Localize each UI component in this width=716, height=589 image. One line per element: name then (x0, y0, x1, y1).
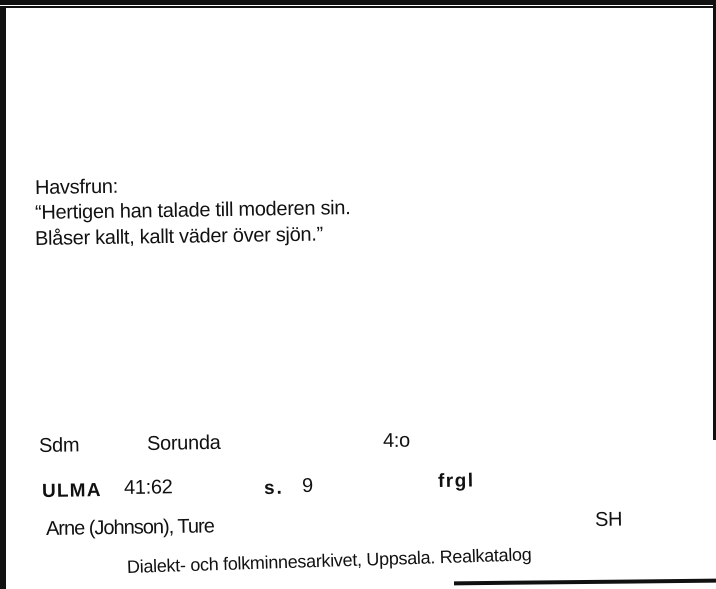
verse-line: “Hertigen han talade till moderen sin. (34, 197, 351, 224)
record-number: 41:62 (123, 476, 173, 499)
parish-name: Sorunda (146, 431, 221, 455)
informant-name: Arne (Johnson), Ture (45, 515, 215, 540)
card-top-edge (0, 0, 716, 8)
verse-line: Blåser kallt, kallt väder över sjön.” (34, 223, 324, 250)
card-left-edge (0, 8, 6, 589)
song-title: Havsfrun: (34, 175, 119, 199)
page-label: s. (263, 477, 285, 499)
region-abbr: Sdm (38, 434, 80, 457)
type-code: frgl (437, 470, 475, 492)
format-code: 4:o (382, 429, 411, 452)
collector-initials: SH (594, 508, 623, 531)
page-number: 9 (301, 474, 313, 497)
card-bottom-edge (454, 579, 716, 586)
archive-footer: Dialekt- och folkminnesarkivet, Uppsala. Realkatalog (126, 544, 532, 577)
archive-abbr: ULMA (41, 480, 102, 502)
